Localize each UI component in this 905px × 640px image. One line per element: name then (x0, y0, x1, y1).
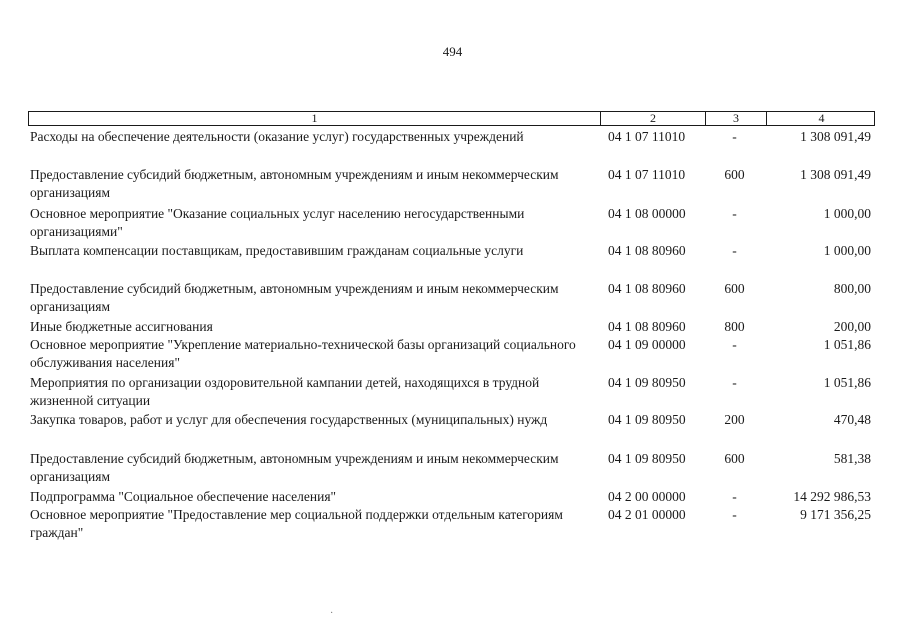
page-number: 494 (442, 44, 463, 59)
table-row (28, 318, 875, 336)
table-row (28, 374, 875, 410)
row-name: Мероприятия по организации оздоровительной кампании детей, находящихся в трудной жизненной ситуации (30, 375, 540, 408)
row-type: - (732, 243, 737, 258)
row-amount: 1 051,86 (823, 337, 871, 352)
row-code: 04 1 08 00000 (608, 206, 686, 221)
row-code: 04 1 08 80960 (608, 243, 686, 258)
column-header: 4 (766, 112, 876, 125)
table-row (28, 166, 875, 202)
table-row (28, 411, 875, 429)
column-header: 3 (705, 112, 766, 125)
table-row (28, 336, 875, 372)
row-code: 04 2 01 00000 (608, 507, 686, 522)
row-code: 04 1 08 80960 (608, 281, 686, 296)
row-type: 600 (724, 167, 745, 182)
row-name: Закупка товаров, работ и услуг для обеспечения государственных (муниципальных) нужд (30, 412, 548, 427)
row-type: - (732, 129, 737, 144)
row-name: Предоставление субсидий бюджетным, автономным учреждениям и иным некоммерческим организациям (30, 281, 559, 314)
row-code: 04 1 09 80950 (608, 375, 686, 390)
column-header: 2 (600, 112, 705, 125)
row-name: Иные бюджетные ассигнования (30, 319, 213, 334)
table-row (28, 205, 875, 241)
row-name: Основное мероприятие "Предоставление мер социальной поддержки отдельным категориям граждан" (30, 507, 563, 540)
row-code: 04 1 08 80960 (608, 319, 686, 334)
row-code: 04 1 09 80950 (608, 451, 686, 466)
table-row (28, 488, 875, 506)
row-name: Подпрограмма "Социальное обеспечение населения" (30, 489, 337, 504)
row-type: 600 (724, 281, 745, 296)
row-type: - (732, 375, 737, 390)
row-amount: 9 171 356,25 (800, 507, 871, 522)
row-amount: 14 292 986,53 (793, 489, 871, 504)
row-amount: 1 000,00 (823, 206, 871, 221)
row-amount: 800,00 (833, 281, 871, 296)
row-code: 04 1 07 11010 (608, 167, 686, 182)
row-type: 800 (724, 319, 745, 334)
column-header: 1 (311, 111, 318, 125)
row-type: - (732, 489, 737, 504)
row-amount: 581,38 (833, 451, 871, 466)
row-code: 04 1 09 00000 (608, 337, 686, 352)
row-type: - (732, 337, 737, 352)
row-amount: 1 000,00 (823, 243, 871, 258)
row-type: - (732, 206, 737, 221)
row-name: Предоставление субсидий бюджетным, автономным учреждениям и иным некоммерческим организациям (30, 451, 559, 484)
row-type: 600 (724, 451, 745, 466)
row-amount: 1 308 091,49 (800, 129, 871, 144)
table-row (28, 450, 875, 486)
row-type: - (732, 507, 737, 522)
row-name: Расходы на обеспечение деятельности (оказание услуг) государственных учреждений (30, 129, 524, 144)
table-header (28, 111, 875, 126)
row-name: Основное мероприятие "Укрепление материально-технической базы организаций социального обслуживания населения" (30, 337, 576, 370)
row-name: Основное мероприятие "Оказание социальных услуг населению негосударственными организациями" (30, 206, 525, 239)
row-type: 200 (724, 412, 745, 427)
table-row (28, 128, 875, 146)
row-code: 04 2 00 00000 (608, 489, 686, 504)
row-amount: 1 308 091,49 (800, 167, 871, 182)
scan-speck: · (330, 608, 334, 619)
row-name: Предоставление субсидий бюджетным, автономным учреждениям и иным некоммерческим организациям (30, 167, 559, 200)
table-row (28, 242, 875, 260)
table-row (28, 506, 875, 542)
row-code: 04 1 09 80950 (608, 412, 686, 427)
row-amount: 200,00 (833, 319, 871, 334)
row-code: 04 1 07 11010 (608, 129, 686, 144)
row-name: Выплата компенсации поставщикам, предоставившим гражданам социальные услуги (30, 243, 524, 258)
row-amount: 1 051,86 (823, 375, 871, 390)
table-row (28, 280, 875, 316)
row-amount: 470,48 (833, 412, 871, 427)
